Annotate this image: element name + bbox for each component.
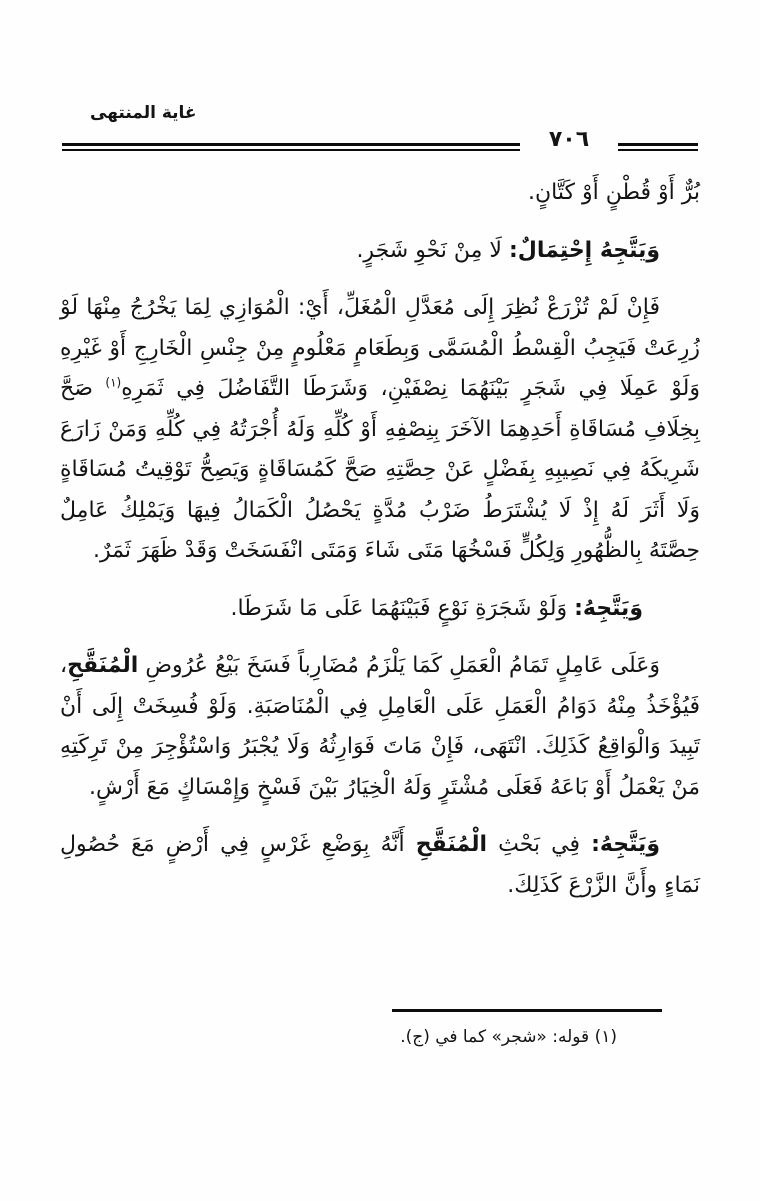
bold-phrase: وَيَتَّجِهُ إِحْتِمَالٌ: [508,237,660,263]
footnote-text: (١) قوله: «شجر» كما في (ج). [400,1027,617,1047]
text-run: أَنَّهُ بِوَضْعِ غَرْسٍ فِي أَرْضٍ مَعَ حُصُولِ نَمَاءٍ وأَنَّ الزَّرْعَ كَذَلِكَ. [60,832,700,898]
footnote-separator [392,1009,662,1012]
body-paragraph [60,288,700,572]
bold-phrase: الْمُنَقَّحِ [67,653,139,678]
text-run: ، فَيُؤْخَذُ مِنْهُ دَوَامُ الْعَمَلِ عَلَى الْعَامِلِ فِي الْمُنَاصَبَةِ. وَلَوْ فُسِخَتْ إِلَى أَنْ تَبِيدَ وَالْوَاقِعُ كَذَلِكَ. انْتَهَى، فَإِنْ مَاتَ فَوَارِثُهُ وَلَا يُجْبَرُ وَاسْتُؤْجِرَ مِنْ تَرِكَتِهِ مَنْ يَعْمَلُ أَوْ بَاعَهُ فَعَلَى مُشْتَرٍ وَلَهُ الْخِيَارُ بَيْنَ فَسْخٍ وَإِمْسَاكٍ مَعَ أَرْشٍ. [60,653,700,800]
body-paragraph [60,825,700,906]
header-rule-left [62,143,520,151]
text-run: وَعَلَى عَامِلٍ تَمَامُ الْعَمَلِ كَمَا يَلْزَمُ مُضَارِباً فَسَخَ بَيْعُ عُرُوضِ [138,653,660,678]
body-text [60,173,700,923]
text-run: بُرٌّ أَوْ قُطْنٍ أَوْ كَتَّانٍ. [528,180,700,205]
header-rule-right [618,143,698,151]
bold-phrase: الْمُنَقَّحِ [415,832,488,857]
text-run: صَحَّ بِخِلَافِ مُسَاقَاةِ أَحَدِهِمَا الآخَرَ بِنِصْفِهِ أَوْ كُلِّهِ وَلَهُ أُجْرَتُهُ فِي كُلِّهِ وَمَنْ زَارَعَ شَرِيكَهُ فِي نَصِيبِهِ بِفَضْلٍ عَنْ حِصَّتِهِ صَحَّ كَمُسَاقَاةٍ وَيَصِحُّ تَوْقِيتُ مُسَاقَاةٍ وَلَا أَثَرَ لَهُ إِذْ لَا يُشْتَرَطُ ضَرْبُ مُدَّةٍ يَحْصُلُ الْكَمَالُ فِيهَا وَيَمْلِكُ عَامِلٌ حِصَّتَهُ بِالظُّهُورِ وَلِكُلٍّ فَسْخُهَا مَتَى شَاءَ وَمَتَى انْفَسَخَتْ وَقَدْ ظَهَرَ ثَمَرٌ. [60,376,700,563]
body-paragraph [60,173,700,214]
bold-phrase: وَيَتَّجِهُ: [591,832,660,857]
text-run: فَإِنْ لَمْ تُزْرَعْ نُظِرَ إِلَى مُعَدَّلِ الْمُغَلِّ، أَيْ: الْمُوَازِي لِمَا يَخْرُجُ مِنْهَا لَوْ زُرِعَتْ فَيَجِبُ الْقِسْطُ الْمُسَمَّى وَبِطَعَامٍ مَعْلُومٍ مِنْ جِنْسِ الْخَارِجِ أَوْ غَيْرِهِ وَلَوْ عَمِلَا فِي شَجَرٍ بَيْنَهُمَا نِصْفَيْنِ، وَشَرَطَا التَّفَاضُلَ فِي ثَمَرِهِ [60,295,700,401]
text-run: لَا مِنْ نَحْوِ شَجَرٍ. [356,237,509,263]
page-number: ٧٠٦ [548,127,590,152]
body-paragraph [60,589,700,630]
bold-phrase: وَيَتَّجِهُ: [574,595,643,621]
body-paragraph [60,231,700,272]
text-run: وَلَوْ شَجَرَةِ نَوْعٍ فَبَيْنَهُمَا عَلَى مَا شَرَطَا. [230,595,575,621]
footnote-marker: (١) [105,375,122,390]
book-title: غاية المنتهى [90,103,197,123]
body-paragraph [60,646,700,808]
text-run: فِي بَحْثِ [487,832,592,857]
